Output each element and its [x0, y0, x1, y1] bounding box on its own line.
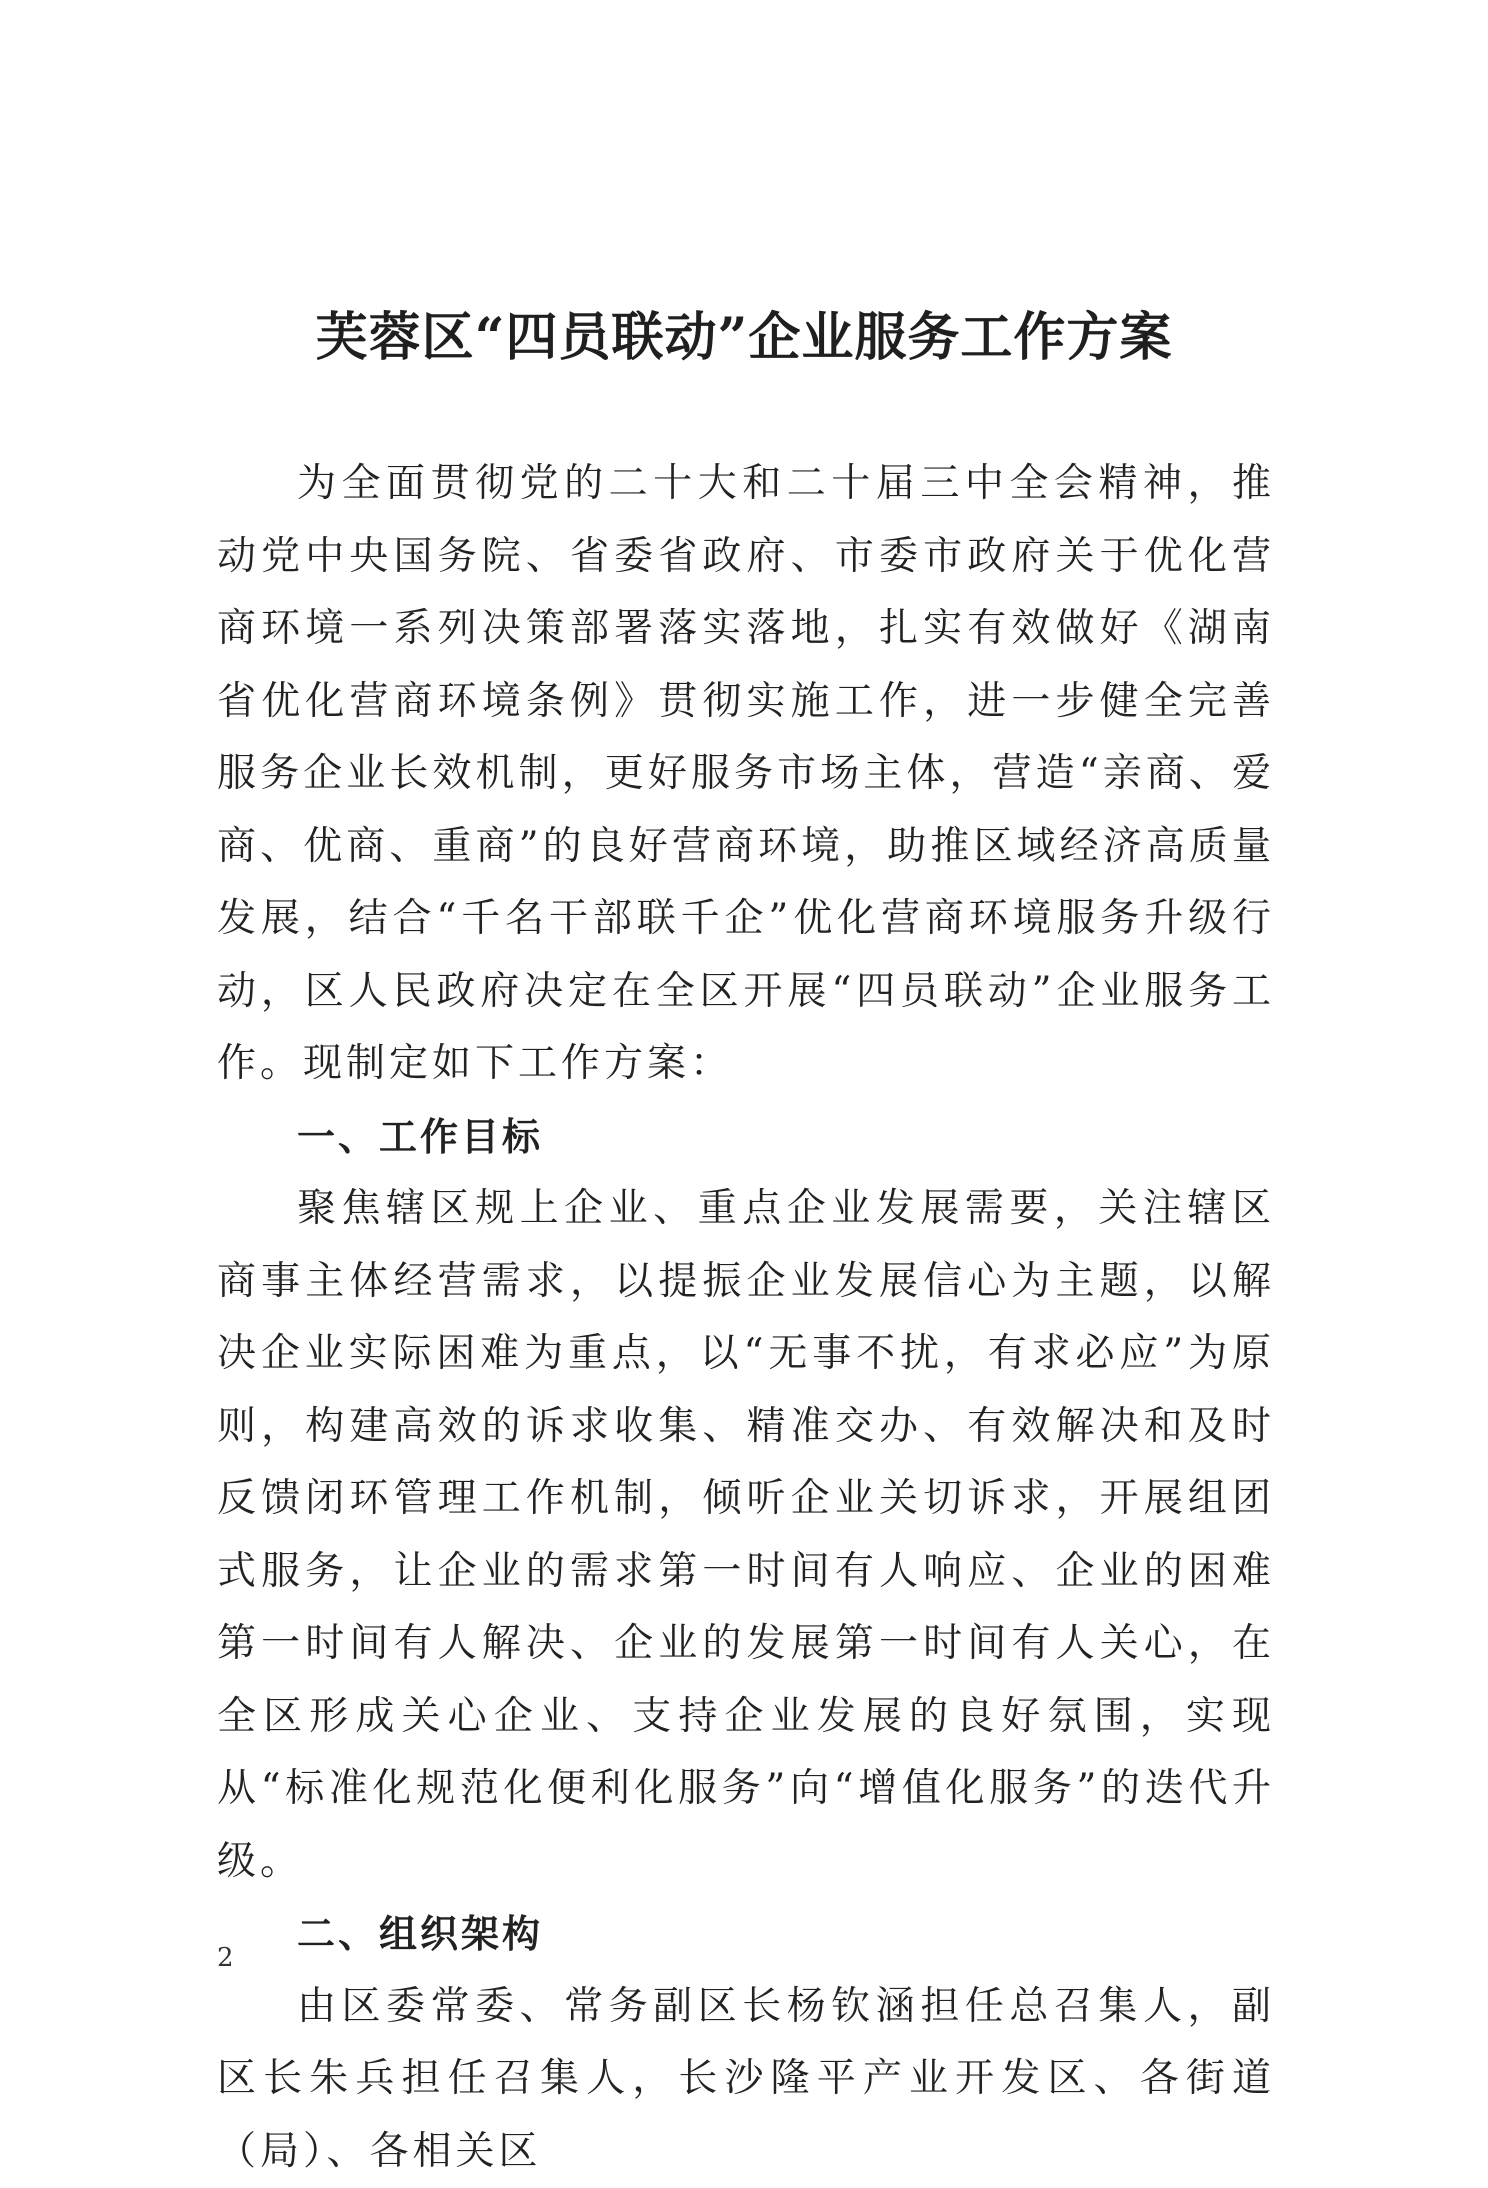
document-body: [217, 448, 1275, 2188]
intro-paragraph: 为全面贯彻党的二十大和二十届三中全会精神，推动党中央国务院、省委省政府、市委市政府关于优化营商环境一系列决策部署落实落地，扎实有效做好《湖南省优化营商环境条例》贯彻实施工作，进一步健全完善服务企业长效机制，更好服务市场主体，营造“亲商、爱商、优商、重商”的良好营商环境，助推区域经济高质量发展，结合“千名干部联千企”优化营商环境服务升级行动，区人民政府决定在全区开展“四员联动”企业服务工作。现制定如下工作方案：: [217, 448, 1275, 1101]
work-goals-paragraph: 聚焦辖区规上企业、重点企业发展需要，关注辖区商事主体经营需求，以提振企业发展信心为主题，以解决企业实际困难为重点，以“无事不扰，有求必应”为原则，构建高效的诉求收集、精准交办、有效解决和及时反馈闭环管理工作机制，倾听企业关切诉求，开展组团式服务，让企业的需求第一时间有人响应、企业的困难第一时间有人解决、企业的发展第一时间有人关心，在全区形成关心企业、支持企业发展的良好氛围，实现从“标准化规范化便利化服务”向“增值化服务”的迭代升级。: [217, 1173, 1275, 1898]
section-heading-work-goals: 一、工作目标: [217, 1101, 1275, 1174]
section-heading-organization: 二、组织架构: [217, 1898, 1275, 1971]
document-title: 芙蓉区“四员联动”企业服务工作方案: [0, 295, 1488, 370]
organization-paragraph: 由区委常委、常务副区长杨钦涵担任总召集人，副区长朱兵担任召集人，长沙隆平产业开发区、各街道（局）、各相关区: [217, 1971, 1275, 2188]
page-number: 2: [217, 1943, 234, 1973]
